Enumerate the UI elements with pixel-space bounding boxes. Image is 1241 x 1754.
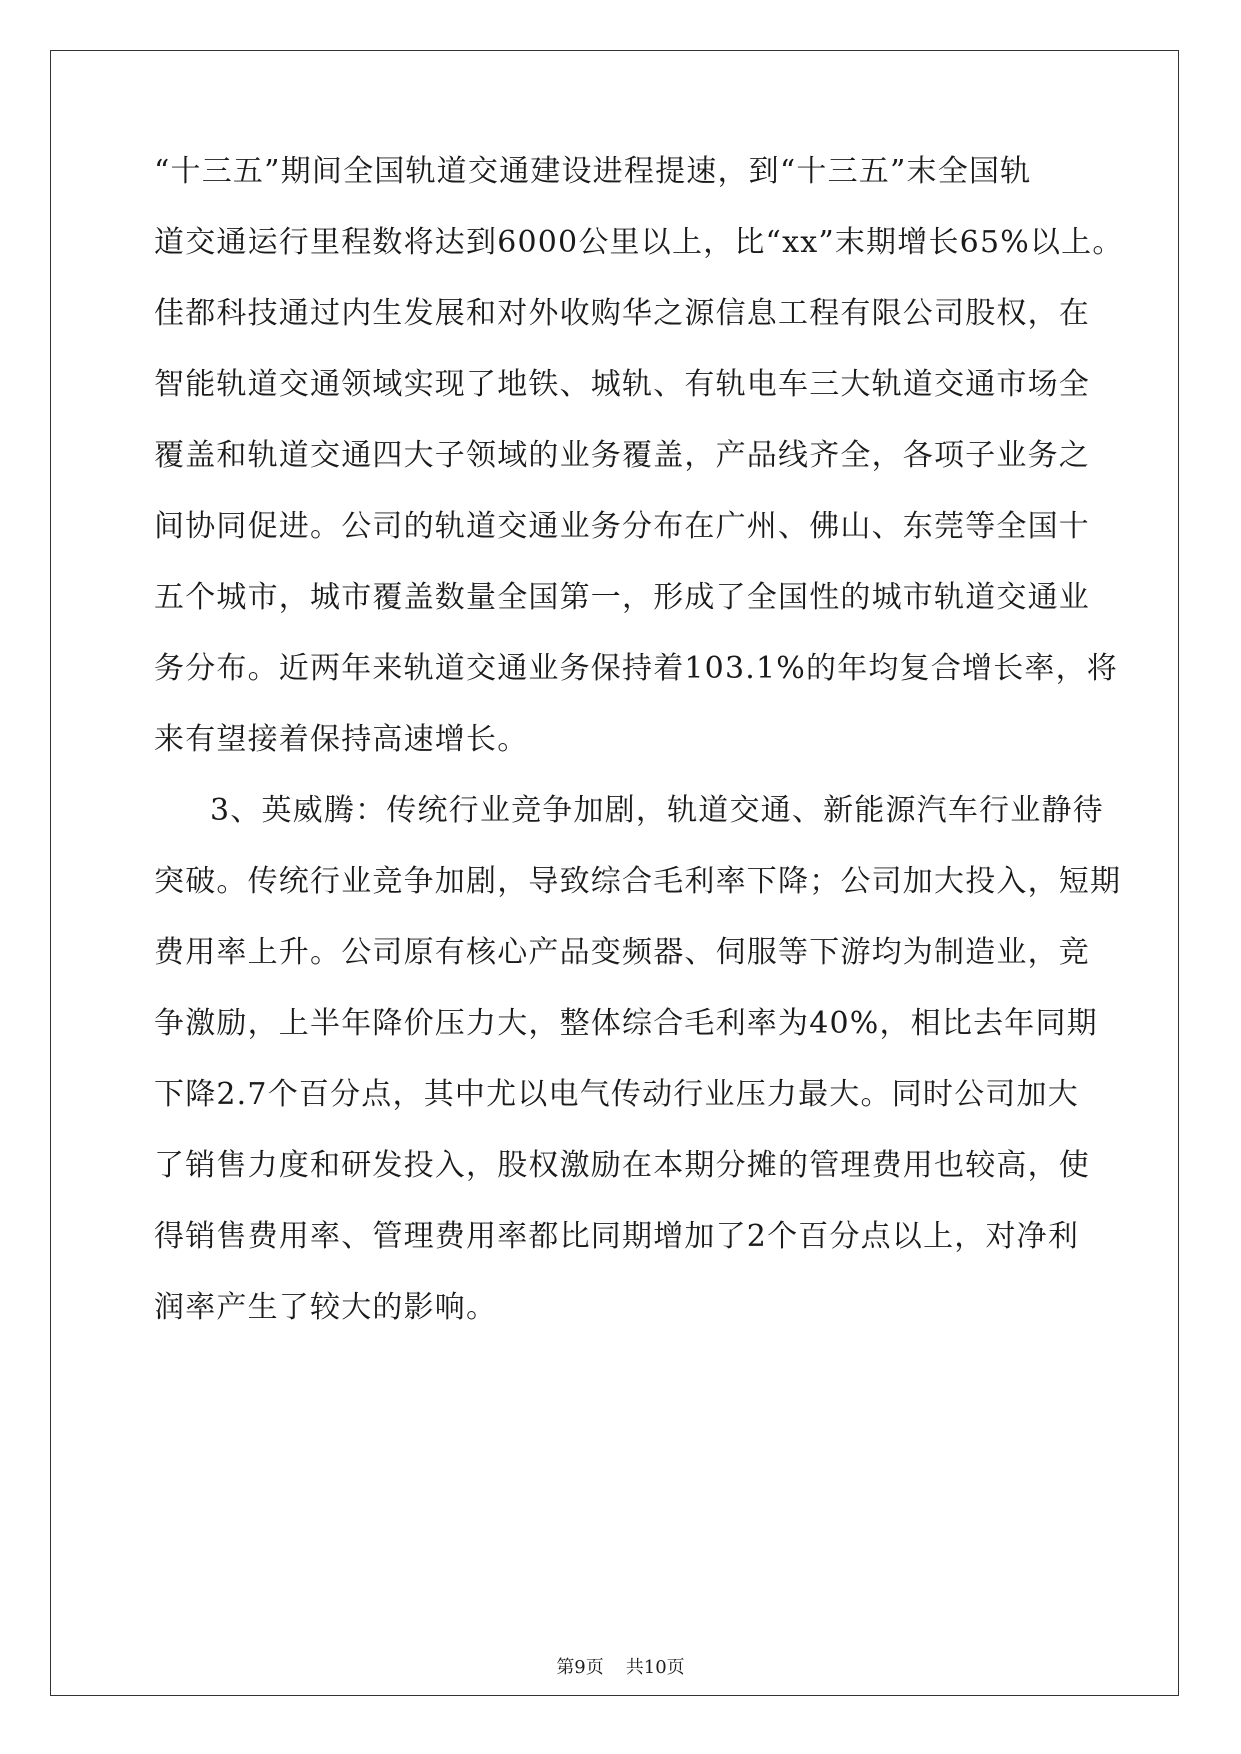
body-line: 来有望接着保持高速增长。	[154, 722, 529, 757]
body-line: 智能轨道交通领域实现了地铁、城轨、有轨电车三大轨道交通市场全	[154, 367, 1090, 402]
body-line: 3、英威腾：传统行业竞争加剧，轨道交通、新能源汽车行业静待	[210, 793, 1104, 828]
body-line: 道交通运行里程数将达到6000公里以上，比“xx”末期增长65%以上。	[154, 225, 1124, 260]
body-line: 覆盖和轨道交通四大子领域的业务覆盖，产品线齐全，各项子业务之	[154, 438, 1090, 473]
body-line: 润率产生了较大的影响。	[154, 1290, 498, 1325]
body-line: 佳都科技通过内生发展和对外收购华之源信息工程有限公司股权，在	[154, 296, 1090, 331]
body-line: 突破。传统行业竞争加剧，导致综合毛利率下降；公司加大投入，短期	[154, 864, 1122, 899]
body-line: 务分布。近两年来轨道交通业务保持着103.1%的年均复合增长率，将	[154, 651, 1118, 686]
body-line: 五个城市，城市覆盖数量全国第一，形成了全国性的城市轨道交通业	[154, 580, 1090, 615]
body-line: 间协同促进。公司的轨道交通业务分布在广州、佛山、东莞等全国十	[154, 509, 1090, 544]
body-line: “十三五”期间全国轨道交通建设进程提速，到“十三五”末全国轨	[154, 154, 1032, 189]
body-line: 得销售费用率、管理费用率都比同期增加了2个百分点以上，对净利	[154, 1219, 1080, 1254]
page-footer	[0, 1656, 1241, 1680]
page-number: 第9页	[556, 1657, 604, 1678]
body-line: 下降2.7个百分点，其中尤以电气传动行业压力最大。同时公司加大	[154, 1077, 1079, 1112]
body-line: 了销售力度和研发投入，股权激励在本期分摊的管理费用也较高，使	[154, 1148, 1090, 1183]
page-total: 共10页	[625, 1657, 685, 1678]
body-line: 费用率上升。公司原有核心产品变频器、伺服等下游均为制造业，竞	[154, 935, 1090, 970]
body-line: 争激励，上半年降价压力大，整体综合毛利率为40%，相比去年同期	[154, 1006, 1098, 1041]
